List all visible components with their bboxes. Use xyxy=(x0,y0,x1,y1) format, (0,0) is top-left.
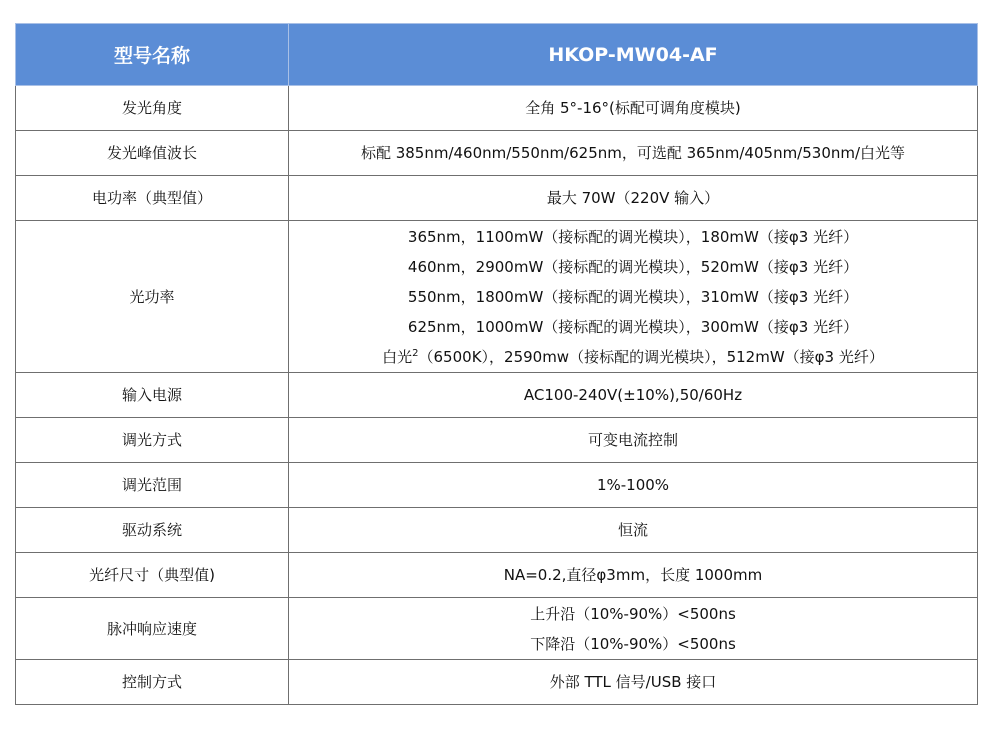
row-label: 电功率（典型值） xyxy=(16,176,289,221)
row-label: 光纤尺寸（典型值) xyxy=(16,553,289,598)
table-row xyxy=(16,463,978,508)
value-line: 460nm，2900mW（接标配的调光模块），520mW（接φ3 光纤） xyxy=(407,257,859,276)
row-label: 驱动系统 xyxy=(16,508,289,553)
row-value xyxy=(289,176,978,221)
table-row xyxy=(16,86,978,131)
value-line: 上升沿（10%-90%）<500ns xyxy=(530,604,736,623)
value-line: 外部 TTL 信号/USB 接口 xyxy=(549,673,717,691)
row-label: 控制方式 xyxy=(16,660,289,705)
row-value xyxy=(289,131,978,176)
value-line: 550nm，1800mW（接标配的调光模块），310mW（接φ3 光纤） xyxy=(407,287,859,306)
spec-table xyxy=(15,23,978,705)
table-row xyxy=(16,176,978,221)
row-label: 发光角度 xyxy=(16,86,289,131)
row-value xyxy=(289,508,978,553)
value-line: 625nm，1000mW（接标配的调光模块），300mW（接φ3 光纤） xyxy=(407,317,859,336)
value-line: 1%-100% xyxy=(596,476,670,494)
table-row xyxy=(16,660,978,705)
row-label: 输入电源 xyxy=(16,373,289,418)
value-line: NA=0.2,直径φ3mm，长度 1000mm xyxy=(503,566,763,584)
value-line: 365nm，1100mW（接标配的调光模块），180mW（接φ3 光纤） xyxy=(407,227,859,246)
table-row xyxy=(16,553,978,598)
value-line: 恒流 xyxy=(617,521,648,539)
value-line: 标配 385nm/460nm/550nm/625nm，可选配 365nm/405nm/530nm/白光等 xyxy=(360,144,906,162)
header-model-label: 型号名称 xyxy=(16,24,289,86)
row-value xyxy=(289,373,978,418)
value-line: 可变电流控制 xyxy=(587,431,678,449)
white-rest: （6500K），2590mw（接标配的调光模块），512mW（接φ3 光纤） xyxy=(418,347,884,366)
table-row xyxy=(16,508,978,553)
row-value xyxy=(289,86,978,131)
header-row xyxy=(16,24,978,86)
white-prefix: 白光 xyxy=(382,347,413,366)
footnote-marker: 2 xyxy=(412,347,419,359)
row-value xyxy=(289,221,978,373)
table-row xyxy=(16,373,978,418)
row-value xyxy=(289,463,978,508)
value-line-white xyxy=(289,342,977,372)
table-row xyxy=(16,131,978,176)
row-label: 调光方式 xyxy=(16,418,289,463)
value-line: 最大 70W（220V 输入） xyxy=(546,189,720,207)
row-value xyxy=(289,598,978,660)
value-line: 全角 5°-16°(标配可调角度模块) xyxy=(525,99,741,117)
row-label: 发光峰值波长 xyxy=(16,131,289,176)
value-line: AC100-240V(±10%),50/60Hz xyxy=(523,386,743,404)
row-value xyxy=(289,553,978,598)
table-row xyxy=(16,418,978,463)
row-value xyxy=(289,660,978,705)
row-label: 光功率 xyxy=(16,221,289,373)
header-model-value: HKOP-MW04-AF xyxy=(289,24,978,86)
value-line: 下降沿（10%-90%）<500ns xyxy=(530,634,736,653)
row-label: 调光范围 xyxy=(16,463,289,508)
table-row xyxy=(16,598,978,660)
row-label: 脉冲响应速度 xyxy=(16,598,289,660)
table-row xyxy=(16,221,978,373)
row-value xyxy=(289,418,978,463)
